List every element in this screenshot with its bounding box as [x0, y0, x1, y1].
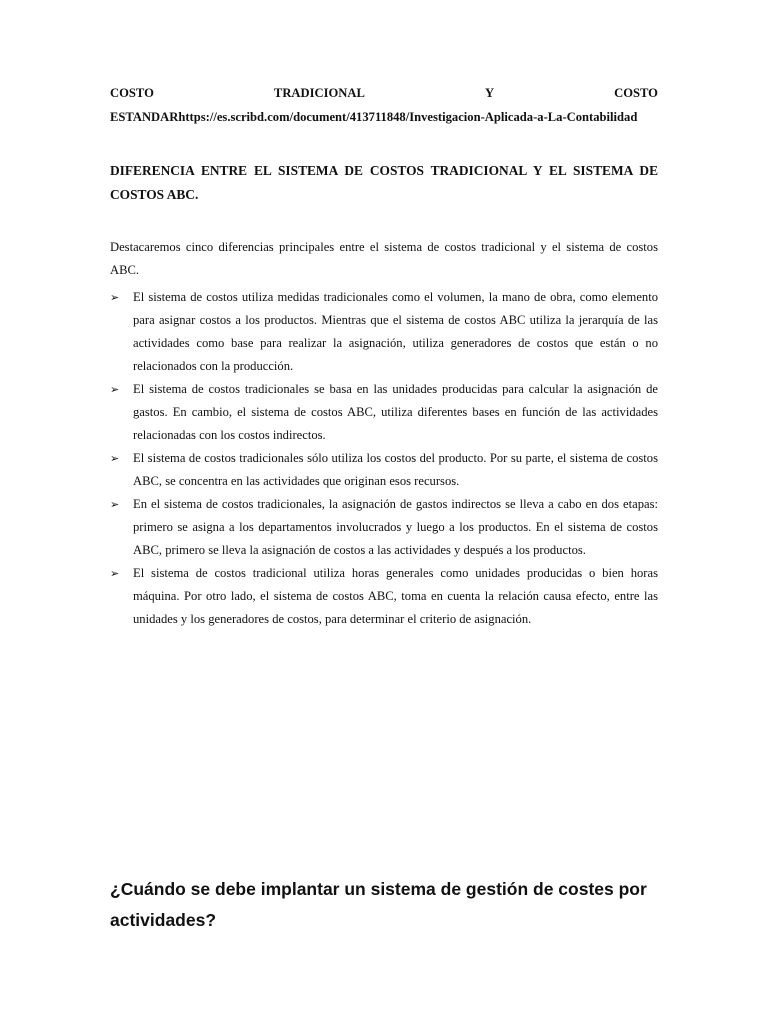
section-heading: DIFERENCIA ENTRE EL SISTEMA DE COSTOS TRADICIONAL Y EL SISTEMA DE COSTOS ABC.	[110, 163, 658, 202]
arrow-bullet-icon: ➢	[110, 452, 120, 465]
list-item	[110, 447, 658, 493]
title-word-4: COSTO	[614, 86, 658, 100]
arrow-bullet-icon: ➢	[110, 498, 120, 511]
list-item	[110, 562, 658, 631]
list-item	[110, 378, 658, 447]
differences-list	[110, 286, 658, 631]
list-item	[110, 493, 658, 562]
question-heading: ¿Cuándo se debe implantar un sistema de gestión de costes por actividades?	[110, 879, 647, 930]
list-item-text: El sistema de costos tradicionales se basa en las unidades producidas para calcular la asignación de gastos. En cambio, el sistema de costos ABC, utiliza diferentes bases en función de las actividades relacionadas con los costos indirectos.	[133, 382, 658, 442]
arrow-bullet-icon: ➢	[110, 383, 120, 396]
title-line-1	[110, 81, 658, 105]
arrow-bullet-icon: ➢	[110, 567, 120, 580]
list-item-text: El sistema de costos utiliza medidas tradicionales como el volumen, la mano de obra, como elemento para asignar costos a los productos. Mientras que el sistema de costos ABC utiliza la jerarquía de las actividades como base para realizar la asignación, utiliza generadores de costos que están o no relacionados con la producción.	[133, 290, 658, 373]
title-word-2: TRADICIONAL	[273, 86, 365, 100]
list-item-text: En el sistema de costos tradicionales, la asignación de gastos indirectos se lleva a cabo en dos etapas: primero se asigna a los departamentos involucrados y luego a los productos. En el sistema de costos ABC, primero se lleva la asignación de costos a las actividades y después a los productos.	[133, 497, 658, 557]
title-word-3: Y	[484, 86, 495, 100]
document-body	[110, 81, 658, 631]
document-title	[110, 81, 658, 129]
title-source-link: ESTANDARhttps://es.scribd.com/document/413711848/Investigacion-Aplicada-a-La-Contabilidad	[110, 110, 638, 124]
title-word-1: COSTO	[110, 86, 154, 100]
list-item-text: El sistema de costos tradicional utiliza horas generales como unidades producidas o bien horas máquina. Por otro lado, el sistema de costos ABC, toma en cuenta la relación causa efecto, entre las unidades y los generadores de costos, para determinar el criterio de asignación.	[133, 566, 658, 626]
arrow-bullet-icon: ➢	[110, 291, 120, 304]
intro-paragraph: Destacaremos cinco diferencias principales entre el sistema de costos tradicional y el sistema de costos ABC.	[110, 240, 658, 277]
list-item-text: El sistema de costos tradicionales sólo utiliza los costos del producto. Por su parte, el sistema de costos ABC, se concentra en las actividades que originan esos recursos.	[133, 451, 658, 488]
list-item	[110, 286, 658, 378]
